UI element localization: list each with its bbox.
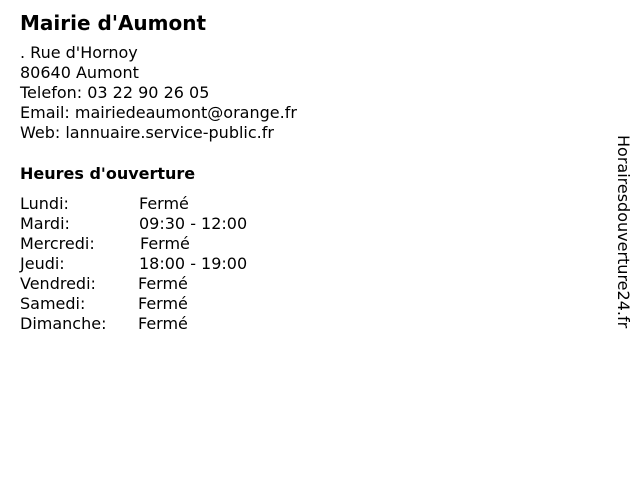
day-label: Vendredi: — [20, 274, 96, 293]
hours-heading: Heures d'ouverture — [20, 164, 196, 183]
hours-row-monday — [20, 194, 320, 214]
day-label: Lundi: — [20, 194, 69, 213]
day-label: Mercredi: — [20, 234, 95, 253]
day-hours: 18:00 - 19:00 — [139, 254, 248, 273]
hours-row-friday — [20, 274, 320, 294]
day-hours: Fermé — [138, 274, 188, 293]
hours-row-thursday — [20, 254, 320, 274]
hours-row-sunday — [20, 314, 320, 334]
hours-table — [20, 194, 320, 334]
site-watermark: Horairesdouverture24.fr — [614, 135, 633, 329]
day-hours: Fermé — [138, 294, 188, 313]
day-label: Jeudi: — [20, 254, 65, 273]
street-address: . Rue d'Hornoy — [20, 43, 138, 62]
day-label: Mardi: — [20, 214, 70, 233]
hours-row-tuesday — [20, 214, 320, 234]
phone-line: Telefon: 03 22 90 26 05 — [20, 83, 210, 102]
hours-row-saturday — [20, 294, 320, 314]
page-title: Mairie d'Aumont — [20, 11, 207, 35]
day-hours: Fermé — [138, 314, 188, 333]
day-hours: Fermé — [139, 194, 189, 213]
day-hours: 09:30 - 12:00 — [139, 214, 248, 233]
city-postcode: 80640 Aumont — [20, 63, 139, 82]
contact-block — [20, 43, 297, 143]
hours-row-wednesday — [20, 234, 320, 254]
day-label: Samedi: — [20, 294, 86, 313]
day-label: Dimanche: — [20, 314, 107, 333]
web-line: Web: lannuaire.service-public.fr — [20, 123, 274, 142]
day-hours: Fermé — [140, 234, 190, 253]
email-line: Email: mairiedeaumont@orange.fr — [20, 103, 297, 122]
